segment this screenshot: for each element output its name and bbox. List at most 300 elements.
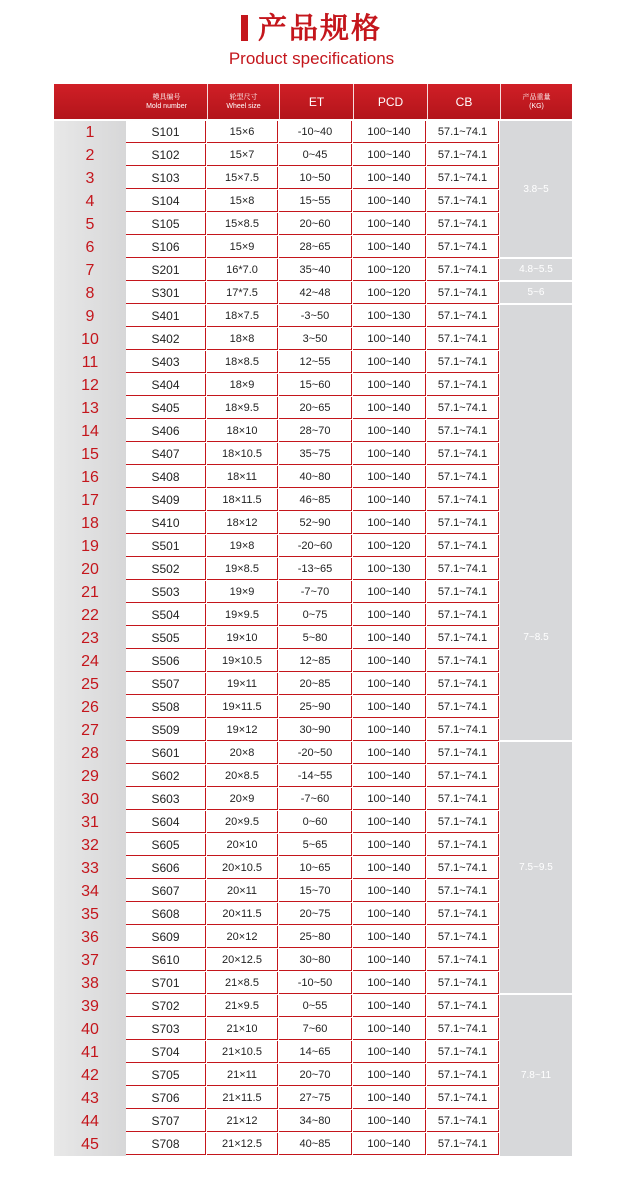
cell-pcd: 100~140 [353, 673, 426, 695]
cell-pcd: 100~140 [353, 351, 426, 373]
header-pcd-label: PCD [377, 94, 404, 109]
cell-mold-number: S708 [126, 1133, 206, 1155]
header-wheel-size [207, 84, 279, 119]
cell-cb: 57.1~74.1 [427, 558, 499, 580]
table-row [54, 374, 572, 397]
cell-pcd: 100~140 [353, 581, 426, 603]
cell-cb: 57.1~74.1 [427, 972, 499, 994]
cell-cb: 57.1~74.1 [427, 167, 499, 189]
cell-et: 20~75 [279, 903, 352, 925]
table-row [54, 1064, 572, 1087]
cell-et: 3~50 [279, 328, 352, 350]
table-row [54, 236, 572, 259]
cell-wheel-size: 21×10 [207, 1018, 278, 1040]
table-row [54, 880, 572, 903]
title-accent-bar [241, 15, 248, 41]
cell-et: 15~60 [279, 374, 352, 396]
table-row [54, 604, 572, 627]
row-number: 5 [85, 216, 95, 233]
cell-et: 5~80 [279, 627, 352, 649]
row-number: 43 [81, 1090, 99, 1107]
cell-cb: 57.1~74.1 [427, 144, 499, 166]
cell-wheel-size: 21×8.5 [207, 972, 278, 994]
cell-wheel-size: 15×8 [207, 190, 278, 212]
cell-mold-number: S410 [126, 512, 206, 534]
cell-wheel-size: 21×11.5 [207, 1087, 278, 1109]
cell-mold-number: S703 [126, 1018, 206, 1040]
cell-mold-number: S507 [126, 673, 206, 695]
cell-wheel-size: 18×10.5 [207, 443, 278, 465]
cell-wheel-size: 18×9 [207, 374, 278, 396]
cell-et: 20~70 [279, 1064, 352, 1086]
page-subtitle: Product specifications [228, 49, 395, 68]
row-number: 18 [81, 515, 99, 532]
cell-wheel-size: 15×8.5 [207, 213, 278, 235]
cell-pcd: 100~130 [353, 558, 426, 580]
cell-wheel-size: 18×8 [207, 328, 278, 350]
cell-mold-number: S501 [126, 535, 206, 557]
cell-et: 28~70 [279, 420, 352, 442]
cell-wheel-size: 16*7.0 [207, 259, 278, 281]
table-row [54, 397, 572, 420]
cell-mold-number: S407 [126, 443, 206, 465]
row-number: 30 [81, 791, 99, 808]
cell-cb: 57.1~74.1 [427, 374, 499, 396]
header-et [279, 84, 353, 119]
row-number: 20 [81, 561, 99, 578]
cell-cb: 57.1~74.1 [427, 282, 499, 304]
cell-pcd: 100~140 [353, 949, 426, 971]
table-row [54, 696, 572, 719]
cell-pcd: 100~140 [353, 397, 426, 419]
cell-wheel-size: 15×9 [207, 236, 278, 258]
cell-et: -3~50 [279, 305, 352, 327]
table-row [54, 673, 572, 696]
cell-wheel-size: 20×8.5 [207, 765, 278, 787]
row-number: 35 [81, 906, 99, 923]
cell-et: 52~90 [279, 512, 352, 534]
table-row [54, 420, 572, 443]
cell-et: 15~70 [279, 880, 352, 902]
cell-pcd: 100~140 [353, 903, 426, 925]
row-number: 7 [85, 262, 95, 279]
cell-mold-number: S702 [126, 995, 206, 1017]
cell-mold-number: S508 [126, 696, 206, 718]
cell-mold-number: S105 [126, 213, 206, 235]
cell-mold-number: S609 [126, 926, 206, 948]
table-row [54, 489, 572, 512]
cell-pcd: 100~140 [353, 834, 426, 856]
table-row [54, 1041, 572, 1064]
cell-mold-number: S301 [126, 282, 206, 304]
cell-cb: 57.1~74.1 [427, 351, 499, 373]
cell-pcd: 100~140 [353, 972, 426, 994]
cell-et: 0~75 [279, 604, 352, 626]
cell-wheel-size: 20×11 [207, 880, 278, 902]
cell-wheel-size: 21×9.5 [207, 995, 278, 1017]
cell-et: 28~65 [279, 236, 352, 258]
cell-et: -13~65 [279, 558, 352, 580]
cell-pcd: 100~130 [353, 305, 426, 327]
cell-pcd: 100~140 [353, 236, 426, 258]
cell-mold-number: S605 [126, 834, 206, 856]
cell-cb: 57.1~74.1 [427, 259, 499, 281]
cell-mold-number: S607 [126, 880, 206, 902]
cell-wheel-size: 21×11 [207, 1064, 278, 1086]
table-row [54, 1110, 572, 1133]
cell-mold-number: S402 [126, 328, 206, 350]
cell-mold-number: S503 [126, 581, 206, 603]
cell-wheel-size: 18×9.5 [207, 397, 278, 419]
cell-et: -10~50 [279, 972, 352, 994]
cell-wheel-size: 20×10.5 [207, 857, 278, 879]
cell-cb: 57.1~74.1 [427, 650, 499, 672]
table-header [54, 84, 572, 119]
cell-cb: 57.1~74.1 [427, 213, 499, 235]
cell-mold-number: S705 [126, 1064, 206, 1086]
cell-wheel-size: 19×12 [207, 719, 278, 741]
row-number: 29 [81, 768, 99, 785]
cell-pcd: 100~140 [353, 1064, 426, 1086]
cell-pcd: 100~140 [353, 857, 426, 879]
cell-pcd: 100~140 [353, 443, 426, 465]
page-title-text: 产品规格 [257, 13, 382, 45]
cell-cb: 57.1~74.1 [427, 627, 499, 649]
row-number: 16 [81, 469, 99, 486]
cell-pcd: 100~140 [353, 121, 426, 143]
cell-cb: 57.1~74.1 [427, 190, 499, 212]
table-row [54, 972, 572, 995]
table-row [54, 512, 572, 535]
row-number: 15 [81, 446, 99, 463]
cell-wheel-size: 21×10.5 [207, 1041, 278, 1063]
cell-et: 7~60 [279, 1018, 352, 1040]
row-number: 44 [81, 1113, 99, 1130]
cell-et: 10~65 [279, 857, 352, 879]
header-size-en: Wheel size [226, 102, 261, 110]
cell-cb: 57.1~74.1 [427, 1041, 499, 1063]
weight-group: 3.8~5 [500, 121, 572, 259]
cell-pcd: 100~120 [353, 282, 426, 304]
cell-mold-number: S505 [126, 627, 206, 649]
row-number: 17 [81, 492, 99, 509]
cell-wheel-size: 20×11.5 [207, 903, 278, 925]
cell-mold-number: S608 [126, 903, 206, 925]
cell-pcd: 100~140 [353, 420, 426, 442]
cell-mold-number: S201 [126, 259, 206, 281]
cell-mold-number: S601 [126, 742, 206, 764]
table-row [54, 328, 572, 351]
cell-cb: 57.1~74.1 [427, 949, 499, 971]
row-number: 42 [81, 1067, 99, 1084]
cell-cb: 57.1~74.1 [427, 489, 499, 511]
cell-pcd: 100~140 [353, 190, 426, 212]
table-row [54, 627, 572, 650]
cell-mold-number: S409 [126, 489, 206, 511]
table-row [54, 857, 572, 880]
row-number: 2 [85, 147, 95, 164]
cell-cb: 57.1~74.1 [427, 765, 499, 787]
cell-et: 20~85 [279, 673, 352, 695]
row-number: 39 [81, 998, 99, 1015]
cell-pcd: 100~140 [353, 1110, 426, 1132]
cell-et: 27~75 [279, 1087, 352, 1109]
row-number: 14 [81, 423, 99, 440]
cell-mold-number: S104 [126, 190, 206, 212]
row-number: 25 [81, 676, 99, 693]
cell-mold-number: S404 [126, 374, 206, 396]
table-row [54, 282, 572, 305]
header-weight [500, 84, 572, 119]
header-size-zh: 轮型尺寸 [229, 93, 258, 101]
cell-et: 5~65 [279, 834, 352, 856]
table-row [54, 351, 572, 374]
cell-pcd: 100~120 [353, 259, 426, 281]
spec-table [54, 84, 572, 1156]
cell-wheel-size: 17*7.5 [207, 282, 278, 304]
row-number: 12 [81, 377, 99, 394]
cell-wheel-size: 19×8 [207, 535, 278, 557]
cell-cb: 57.1~74.1 [427, 328, 499, 350]
cell-et: 14~65 [279, 1041, 352, 1063]
row-number: 31 [81, 814, 99, 831]
row-number: 4 [85, 193, 95, 210]
cell-cb: 57.1~74.1 [427, 305, 499, 327]
table-row [54, 995, 572, 1018]
cell-wheel-size: 19×9.5 [207, 604, 278, 626]
row-number: 24 [81, 653, 99, 670]
cell-et: 12~55 [279, 351, 352, 373]
row-number: 37 [81, 952, 99, 969]
cell-pcd: 100~140 [353, 144, 426, 166]
cell-mold-number: S506 [126, 650, 206, 672]
cell-pcd: 100~140 [353, 742, 426, 764]
cell-cb: 57.1~74.1 [427, 742, 499, 764]
table-row [54, 167, 572, 190]
table-row [54, 443, 572, 466]
cell-cb: 57.1~74.1 [427, 903, 499, 925]
cell-pcd: 100~140 [353, 1087, 426, 1109]
cell-et: 35~40 [279, 259, 352, 281]
cell-pcd: 100~140 [353, 374, 426, 396]
row-number: 23 [81, 630, 99, 647]
cell-cb: 57.1~74.1 [427, 1110, 499, 1132]
cell-mold-number: S610 [126, 949, 206, 971]
row-number: 19 [81, 538, 99, 555]
cell-cb: 57.1~74.1 [427, 236, 499, 258]
table-row [54, 466, 572, 489]
cell-et: 0~60 [279, 811, 352, 833]
header-cb-label: CB [455, 94, 473, 109]
cell-cb: 57.1~74.1 [427, 1133, 499, 1155]
cell-cb: 57.1~74.1 [427, 512, 499, 534]
header-weight-zh: 产品重量 [522, 93, 551, 101]
cell-wheel-size: 18×10 [207, 420, 278, 442]
table-row [54, 1133, 572, 1156]
cell-pcd: 100~140 [353, 650, 426, 672]
cell-mold-number: S408 [126, 466, 206, 488]
cell-pcd: 100~140 [353, 1133, 426, 1155]
cell-mold-number: S509 [126, 719, 206, 741]
cell-et: 34~80 [279, 1110, 352, 1132]
cell-cb: 57.1~74.1 [427, 696, 499, 718]
row-number: 33 [81, 860, 99, 877]
cell-wheel-size: 20×12.5 [207, 949, 278, 971]
cell-wheel-size: 18×11 [207, 466, 278, 488]
table-row [54, 949, 572, 972]
cell-wheel-size: 18×11.5 [207, 489, 278, 511]
cell-et: 25~80 [279, 926, 352, 948]
cell-cb: 57.1~74.1 [427, 811, 499, 833]
cell-pcd: 100~140 [353, 466, 426, 488]
row-number: 38 [81, 975, 99, 992]
row-number: 22 [81, 607, 99, 624]
cell-et: 46~85 [279, 489, 352, 511]
cell-cb: 57.1~74.1 [427, 604, 499, 626]
cell-cb: 57.1~74.1 [427, 1064, 499, 1086]
cell-pcd: 100~140 [353, 765, 426, 787]
cell-cb: 57.1~74.1 [427, 121, 499, 143]
row-number: 27 [81, 722, 99, 739]
table-row [54, 742, 572, 765]
row-number: 21 [81, 584, 99, 601]
row-number: 28 [81, 745, 99, 762]
cell-wheel-size: 15×7.5 [207, 167, 278, 189]
cell-et: 40~85 [279, 1133, 352, 1155]
weight-group: 7.8~11 [520, 1070, 552, 1081]
cell-mold-number: S606 [126, 857, 206, 879]
cell-cb: 57.1~74.1 [427, 1018, 499, 1040]
cell-et: 30~90 [279, 719, 352, 741]
cell-et: 30~80 [279, 949, 352, 971]
cell-wheel-size: 21×12.5 [207, 1133, 278, 1155]
cell-cb: 57.1~74.1 [427, 788, 499, 810]
row-number: 41 [81, 1044, 99, 1061]
cell-mold-number: S401 [126, 305, 206, 327]
cell-pcd: 100~140 [353, 512, 426, 534]
cell-mold-number: S403 [126, 351, 206, 373]
table-row [54, 1087, 572, 1110]
cell-et: -14~55 [279, 765, 352, 787]
cell-mold-number: S706 [126, 1087, 206, 1109]
table-row [54, 305, 572, 328]
cell-wheel-size: 19×10.5 [207, 650, 278, 672]
cell-pcd: 100~140 [353, 627, 426, 649]
cell-et: 15~55 [279, 190, 352, 212]
cell-wheel-size: 20×9.5 [207, 811, 278, 833]
row-number: 34 [81, 883, 99, 900]
cell-cb: 57.1~74.1 [427, 673, 499, 695]
cell-et: -7~60 [279, 788, 352, 810]
cell-mold-number: S101 [126, 121, 206, 143]
cell-cb: 57.1~74.1 [427, 880, 499, 902]
cell-mold-number: S406 [126, 420, 206, 442]
table-row [54, 558, 572, 581]
row-number: 3 [85, 170, 95, 187]
table-row [54, 1018, 572, 1041]
cell-wheel-size: 18×12 [207, 512, 278, 534]
cell-wheel-size: 19×11.5 [207, 696, 278, 718]
cell-et: 40~80 [279, 466, 352, 488]
table-row [54, 926, 572, 949]
table-row [54, 834, 572, 857]
weight-group: 7.5~9.5 [500, 742, 572, 995]
header-cb [427, 84, 500, 119]
weight-group: 4.8~5.5 [500, 259, 572, 282]
cell-pcd: 100~140 [353, 1041, 426, 1063]
cell-et: 35~75 [279, 443, 352, 465]
row-number: 8 [85, 285, 95, 302]
cell-cb: 57.1~74.1 [427, 1087, 499, 1109]
table-row [54, 788, 572, 811]
cell-wheel-size: 20×10 [207, 834, 278, 856]
table-row [54, 535, 572, 558]
cell-et: -20~60 [279, 535, 352, 557]
row-number: 40 [81, 1021, 99, 1038]
cell-pcd: 100~140 [353, 788, 426, 810]
cell-wheel-size: 19×11 [207, 673, 278, 695]
cell-wheel-size: 21×12 [207, 1110, 278, 1132]
cell-mold-number: S604 [126, 811, 206, 833]
cell-mold-number: S103 [126, 167, 206, 189]
cell-mold-number: S504 [126, 604, 206, 626]
cell-wheel-size: 20×8 [207, 742, 278, 764]
table-row [54, 144, 572, 167]
header-pcd [353, 84, 427, 119]
cell-et: 0~45 [279, 144, 352, 166]
table-row [54, 121, 572, 144]
cell-et: 0~55 [279, 995, 352, 1017]
cell-et: -20~50 [279, 742, 352, 764]
cell-pcd: 100~140 [353, 696, 426, 718]
cell-wheel-size: 18×7.5 [207, 305, 278, 327]
cell-et: 42~48 [279, 282, 352, 304]
cell-cb: 57.1~74.1 [427, 420, 499, 442]
row-number: 45 [81, 1136, 99, 1153]
cell-et: 20~65 [279, 397, 352, 419]
cell-pcd: 100~140 [353, 604, 426, 626]
cell-cb: 57.1~74.1 [427, 581, 499, 603]
row-number: 32 [81, 837, 99, 854]
cell-wheel-size: 20×9 [207, 788, 278, 810]
table-row [54, 259, 572, 282]
cell-wheel-size: 19×8.5 [207, 558, 278, 580]
table-row [54, 765, 572, 788]
cell-pcd: 100~140 [353, 213, 426, 235]
cell-pcd: 100~140 [353, 1018, 426, 1040]
table-row [54, 650, 572, 673]
cell-pcd: 100~140 [353, 489, 426, 511]
cell-wheel-size: 18×8.5 [207, 351, 278, 373]
table-row [54, 581, 572, 604]
weight-group: 5~6 [500, 282, 572, 305]
cell-mold-number: S602 [126, 765, 206, 787]
row-number: 13 [81, 400, 99, 417]
cell-et: 10~50 [279, 167, 352, 189]
cell-pcd: 100~120 [353, 535, 426, 557]
cell-cb: 57.1~74.1 [427, 443, 499, 465]
cell-wheel-size: 20×12 [207, 926, 278, 948]
cell-mold-number: S502 [126, 558, 206, 580]
cell-cb: 57.1~74.1 [427, 397, 499, 419]
cell-pcd: 100~140 [353, 328, 426, 350]
header-et-label: ET [308, 94, 325, 109]
row-number: 26 [81, 699, 99, 716]
cell-et: -7~70 [279, 581, 352, 603]
cell-mold-number: S102 [126, 144, 206, 166]
cell-cb: 57.1~74.1 [427, 535, 499, 557]
table-row [54, 213, 572, 236]
